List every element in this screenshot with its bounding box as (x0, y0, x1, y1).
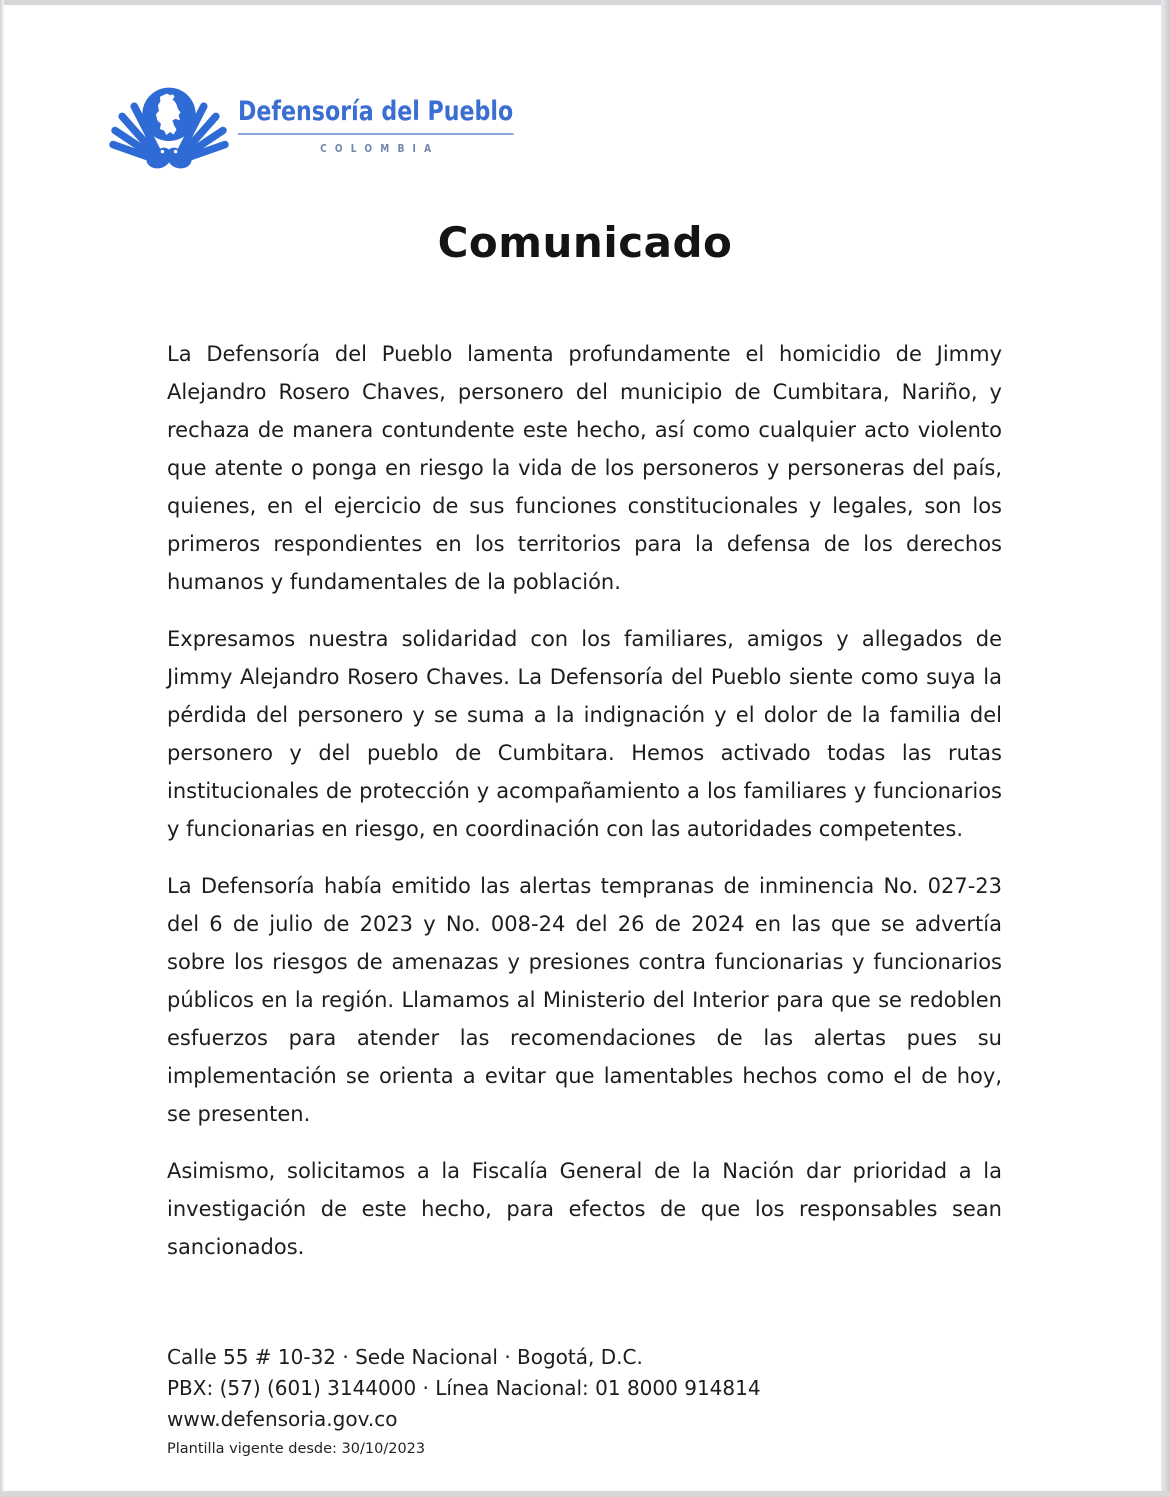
paragraph-3: La Defensoría había emitido las alertas tempranas de inminencia No. 027-23 del 6 de julio de 2023 y No. 008-24 del 26 de 2024 en las que se advertía sobre los riesgos de amenazas y presiones contra funcionarias y funcionarios públicos en la región. Llamamos al Ministerio del Interior para que se redoblen esfuerzos para atender las recomendaciones de las alertas pues su implementación se orienta a evitar que lamentables hechos como el de hoy, se presenten. (167, 874, 1002, 1126)
footer-template-note: Plantilla vigente desde: 30/10/2023 (167, 1441, 426, 1457)
org-name: Defensoría del Pueblo (238, 96, 513, 135)
paragraph-1: La Defensoría del Pueblo lamenta profundamente el homicidio de Jimmy Alejandro Rosero Chaves, personero del municipio de Cumbitara, Nariño, y rechaza de manera contundente este hecho, así como cualquier acto violento que atente o ponga en riesgo la vida de los personeros y personeras del país, quienes, en el ejercicio de sus funciones constitucionales y legales, son los primeros respondientes en los territorios para la defensa de los derechos humanos y fundamentales de la población. (167, 342, 1002, 594)
paragraph-4: Asimismo, solicitamos a la Fiscalía General de la Nación dar prioridad a la investigación de este hecho, para efectos de que los responsables sean sancionados. (167, 1159, 1002, 1259)
footer (167, 1342, 1002, 1460)
footer-phones: PBX: (57) (601) 3144000 · Línea Nacional: 01 8000 914814 (167, 1376, 761, 1400)
logo-wordmark (238, 96, 513, 155)
org-country: COLOMBIA (320, 142, 440, 155)
footer-website: www.defensoria.gov.co (167, 1407, 398, 1431)
defensoria-logo-icon (106, 84, 232, 183)
footer-address: Calle 55 # 10-32 · Sede Nacional · Bogotá, D.C. (167, 1345, 643, 1369)
scan-edge-top (0, 0, 1170, 5)
body-text (167, 335, 1002, 1285)
page-title: Comunicado (437, 218, 733, 267)
scan-edge-bottom (0, 1491, 1170, 1497)
paragraph-2: Expresamos nuestra solidaridad con los familiares, amigos y allegados de Jimmy Alejandro Rosero Chaves. La Defensoría del Pueblo siente como suya la pérdida del personero y se suma a la indignación y el dolor de la familia del personero y del pueblo de Cumbitara. Hemos activado todas las rutas institucionales de protección y acompañamiento a los familiares y funcionarios y funcionarias en riesgo, en coordinación con las autoridades competentes. (167, 627, 1002, 841)
